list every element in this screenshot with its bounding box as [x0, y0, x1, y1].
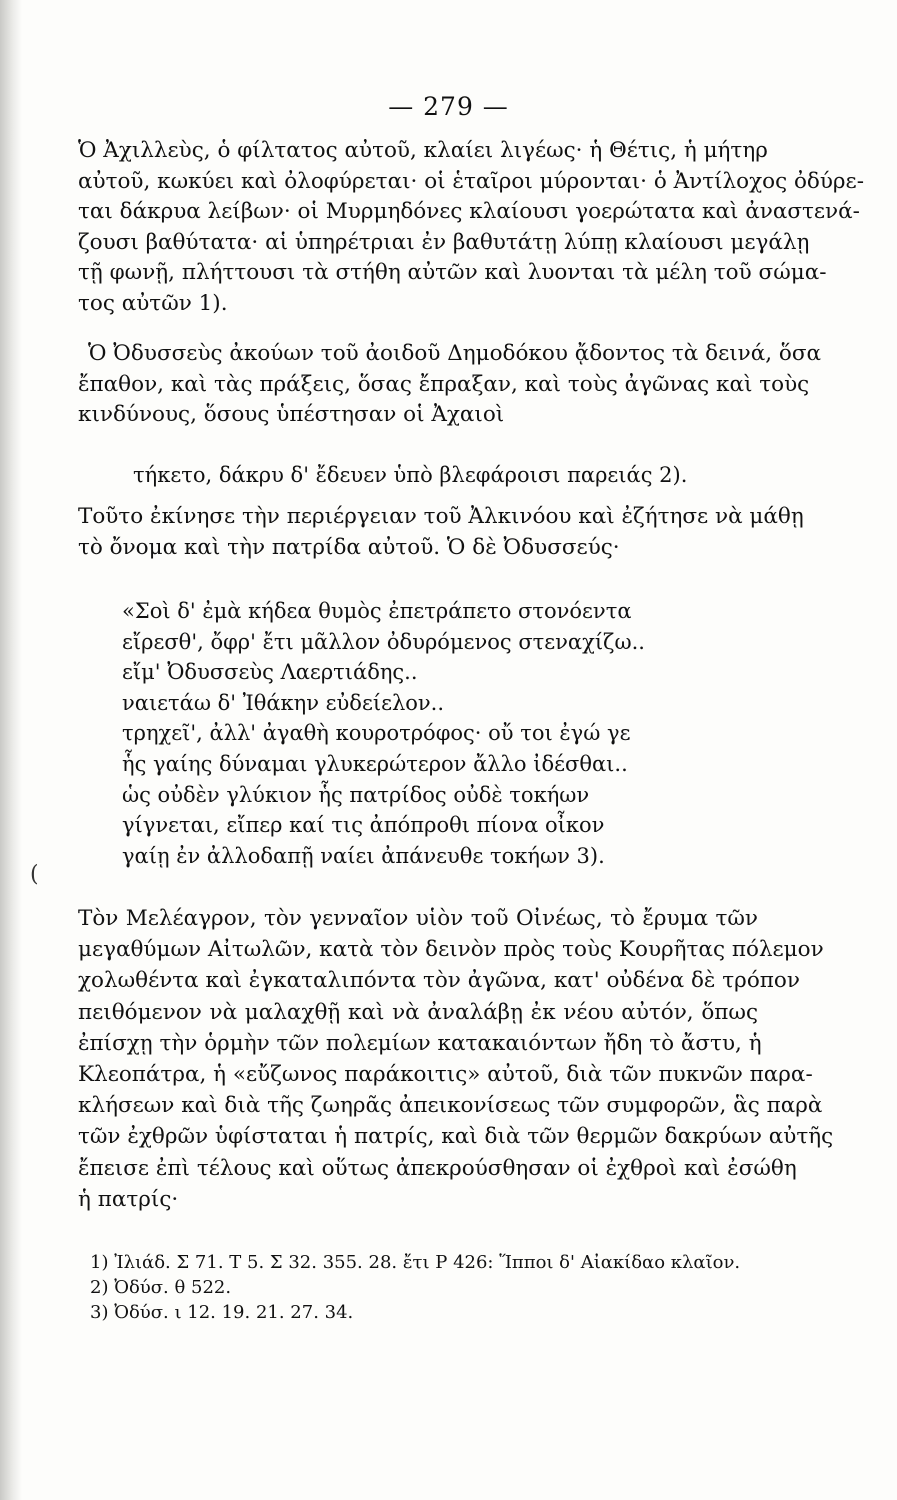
text-line: μεγαθύμων Αἰτωλῶν, κατὰ τὸν δεινὸν πρὸς τοὺς Κουρῆτας πόλεμον [78, 937, 824, 963]
text-line: Ὁ Ὀδυσσεὺς ἀκούων τοῦ ἀοιδοῦ Δημοδόκου ᾄδοντος τὰ δεινά, ὅσα [88, 341, 822, 366]
homeric-quotation [122, 596, 645, 871]
footnote: 1) Ἰλιάδ. Σ 71. Τ 5. Σ 32. 355. 28. ἔτι Ρ 426: Ἵπποι δ' Αἰακίδαο κλαῖον. [90, 1252, 741, 1273]
quote-line: ναιετάω δ' Ἰθάκην εὐδείελον.. [122, 690, 445, 715]
quote-line: εἴρεσθ', ὄφρ' ἔτι μᾶλλον ὀδυρόμενος στεναχίζω.. [122, 629, 645, 654]
text-line: κλήσεων καὶ διὰ τῆς ζωηρᾶς ἀπεικονίσεως τῶν συμφορῶν, ἃς παρὰ [78, 1093, 823, 1119]
text-line: κινδύνους, ὅσους ὑπέστησαν οἱ Ἀχαιοὶ [78, 402, 505, 427]
text-line: Τὸν Μελέαγρον, τὸν γενναῖον υἱὸν τοῦ Οἰνέως, τὸ ἔρυμα τῶν [78, 906, 758, 931]
quote-line: ὡς οὐδὲν γλύκιον ἧς πατρίδος οὐδὲ τοκήων [122, 782, 590, 807]
paragraph-meleager [78, 903, 834, 1215]
paragraph-achilles [78, 136, 864, 319]
text-line: πειθόμενον νὰ μαλαχθῇ καὶ νὰ ἀναλάβῃ ἐκ νέου αὐτόν, ὅπως [78, 999, 758, 1025]
quote-line: γίγνεται, εἴπερ καί τις ἀπόπροθι πίονα οἶκον [122, 813, 605, 838]
footnote: 2) Ὀδύσ. θ 522. [90, 1277, 232, 1298]
page-edge-shadow [0, 0, 22, 1500]
footnotes [90, 1250, 741, 1325]
text-line: Ὁ Ἀχιλλεὺς, ὁ φίλτατος αὐτοῦ, κλαίει λιγέως· ἡ Θέτις, ἡ μήτηρ [78, 138, 768, 163]
verse-quotation [133, 460, 693, 491]
text-line: τὸ ὄνομα καὶ τὴν πατρίδα αὐτοῦ. Ὁ δὲ Ὀδυσσεύς· [78, 534, 620, 560]
text-line: ἐπίσχῃ τὴν ὁρμὴν τῶν πολεμίων κατακαιόντων ἤδη τὸ ἄστυ, ἡ [78, 1030, 762, 1056]
text-line: αὐτοῦ, κωκύει καὶ ὀλοφύρεται· οἱ ἑταῖροι μύρονται· ὁ Ἀντίλοχος ὀδύρε- [78, 168, 864, 194]
paragraph-odysseus-demodocus [78, 339, 822, 431]
quote-line: ἧς γαίης δύναμαι γλυκερώτερον ἄλλο ἰδέσθαι.. [122, 751, 628, 776]
text-line: ζουσι βαθύτατα· αἱ ὑπηρέτριαι ἐν βαθυτάτῃ λύπῃ κλαίουσι μεγάλῃ [78, 229, 810, 255]
margin-mark: ( [30, 862, 39, 887]
quote-line: τρηχεῖ', ἀλλ' ἀγαθὴ κουροτρόφος· οὔ τοι ἐγώ γε [122, 721, 631, 746]
text-line: ἔπεισε ἐπὶ τέλους καὶ οὕτως ἀπεκρούσθησαν οἱ ἐχθροὶ καὶ ἐσώθη [78, 1155, 797, 1181]
verse-line: τήκετο, δάκρυ δ' ἔδευεν ὑπὸ βλεφάροισι παρειάς 2). [133, 463, 688, 487]
quote-line: «Σοὶ δ' ἐμὰ κήδεα θυμὸς ἐπετράπετο στονόεντα [122, 599, 632, 623]
text-line: Τοῦτο ἐκίνησε τὴν περιέργειαν τοῦ Ἀλκινόου καὶ ἐζήτησε νὰ μάθῃ [78, 504, 804, 529]
quote-line: εἴμ' Ὀδυσσεὺς Λαερτιάδης.. [122, 660, 418, 685]
text-line: τος αὐτῶν 1). [78, 290, 228, 316]
text-line: Κλεοπάτρα, ἡ «εὔζωνος παράκοιτις» αὐτοῦ, διὰ τῶν πυκνῶν παρα- [78, 1062, 813, 1088]
text-line: ἡ πατρίς· [78, 1186, 179, 1212]
text-line: χολωθέντα καὶ ἐγκαταλιπόντα τὸν ἀγῶνα, κατ' οὐδένα δὲ τρόπον [78, 968, 800, 994]
footnote: 3) Ὀδύσ. ι 12. 19. 21. 27. 34. [90, 1302, 354, 1323]
text-line: ται δάκρυα λείβων· οἱ Μυρμηδόνες κλαίουσι γοερώτατα καὶ ἀναστενά- [78, 199, 860, 224]
text-line: ἔπαθον, καὶ τὰς πράξεις, ὅσας ἔπραξαν, καὶ τοὺς ἀγῶνας καὶ τοὺς [78, 371, 810, 397]
page-number: — 279 — [388, 92, 509, 121]
text-line: τῇ φωνῇ, πλήττουσι τὰ στήθη αὐτῶν καὶ λυονται τὰ μέλη τοῦ σώμα- [78, 260, 827, 285]
text-line: τῶν ἐχθρῶν ὑφίσταται ἡ πατρίς, καὶ διὰ τῶν θερμῶν δακρύων αὐτῆς [78, 1124, 834, 1150]
quote-line: γαίῃ ἐν ἀλλοδαπῇ ναίει ἀπάνευθε τοκήων 3). [122, 843, 605, 868]
paragraph-alcinous [78, 502, 804, 563]
